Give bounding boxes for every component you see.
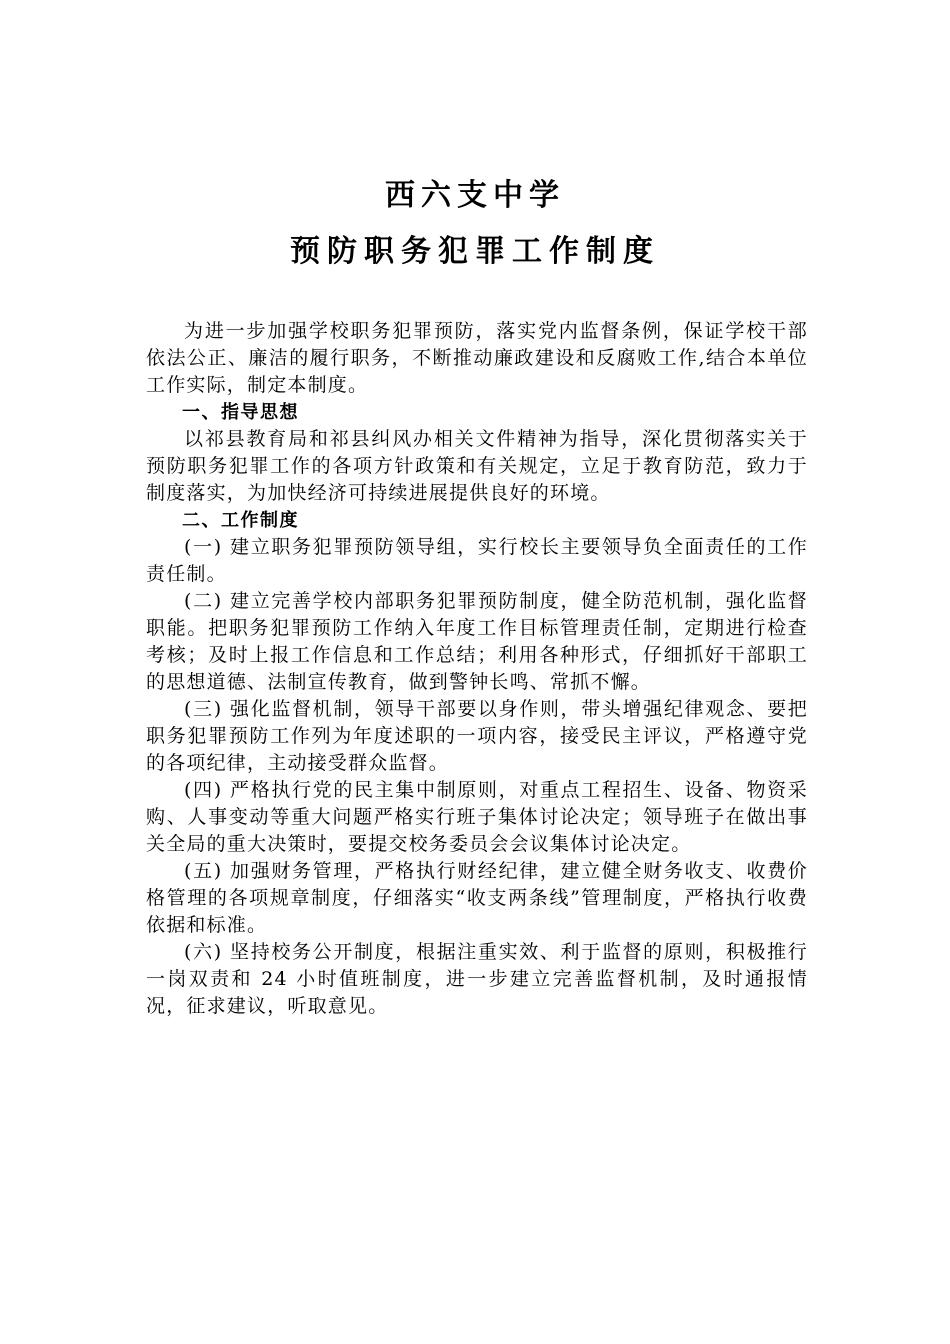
regulation-title: 预防职务犯罪工作制度 — [290, 234, 660, 269]
work-rule-paragraph-3: (三) 强化监督机制，领导干部要以身作则，带头增强纪律观念、要把职务犯罪预防工作列为年度述职的一项内容，接受民主评议，严格遵守党的各项纪律，主动接受群众监督。 — [146, 698, 808, 774]
intro-paragraph: 为进一步加强学校职务犯罪预防，落实党内监督条例，保证学校干部依法公正、廉洁的履行职务，不断推动廉政建设和反腐败工作,结合本单位工作实际，制定本制度。 — [146, 320, 808, 396]
work-rule-paragraph-6: (六) 坚持校务公开制度，根据注重实效、利于监督的原则，积极推行一岗双责和 24 小时值班制度，进一步建立完善监督机制，及时通报情况，征求建议，听取意见。 — [146, 941, 808, 1017]
work-rule-paragraph-4: (四) 严格执行党的民主集中制原则，对重点工程招生、设备、物资采购、人事变动等重大问题严格实行班子集体讨论决定；领导班子在做出事关全局的重大决策时，要提交校务委员会会议集体讨论决定。 — [146, 779, 808, 855]
title-block — [0, 176, 950, 272]
work-rule-paragraph-2: (二) 建立完善学校内部职务犯罪预防制度，健全防范机制，强化监督职能。把职务犯罪预防工作纳入年度工作目标管理责任制，定期进行检查考核；及时上报工作信息和工作总结；利用各种形式，仔细抓好干部职工的思想道德、法制宣传教育，做到警钟长鸣、常抓不懈。 — [146, 590, 808, 693]
work-rule-paragraph-1: (一) 建立职务犯罪预防领导组，实行校长主要领导负全面责任的工作责任制。 — [146, 536, 808, 585]
guiding-ideology-paragraph: 以祁县教育局和祁县纠风办相关文件精神为指导，深化贯彻落实关于预防职务犯罪工作的各项方针政策和有关规定，立足于教育防范，致力于制度落实，为加快经济可持续进展提供良好的环境。 — [146, 428, 808, 504]
section-heading-guiding-ideology: 一、指导思想 — [182, 402, 299, 423]
school-name-title: 西六支中学 — [385, 178, 565, 213]
work-rule-paragraph-5: (五) 加强财务管理，严格执行财经纪律，建立健全财务收支、收费价格管理的各项规章制度，仔细落实“收支两条线”管理制度，严格执行收费依据和标准。 — [146, 860, 808, 936]
section-heading-work-rules: 二、工作制度 — [182, 510, 299, 531]
document-body — [146, 318, 808, 1020]
